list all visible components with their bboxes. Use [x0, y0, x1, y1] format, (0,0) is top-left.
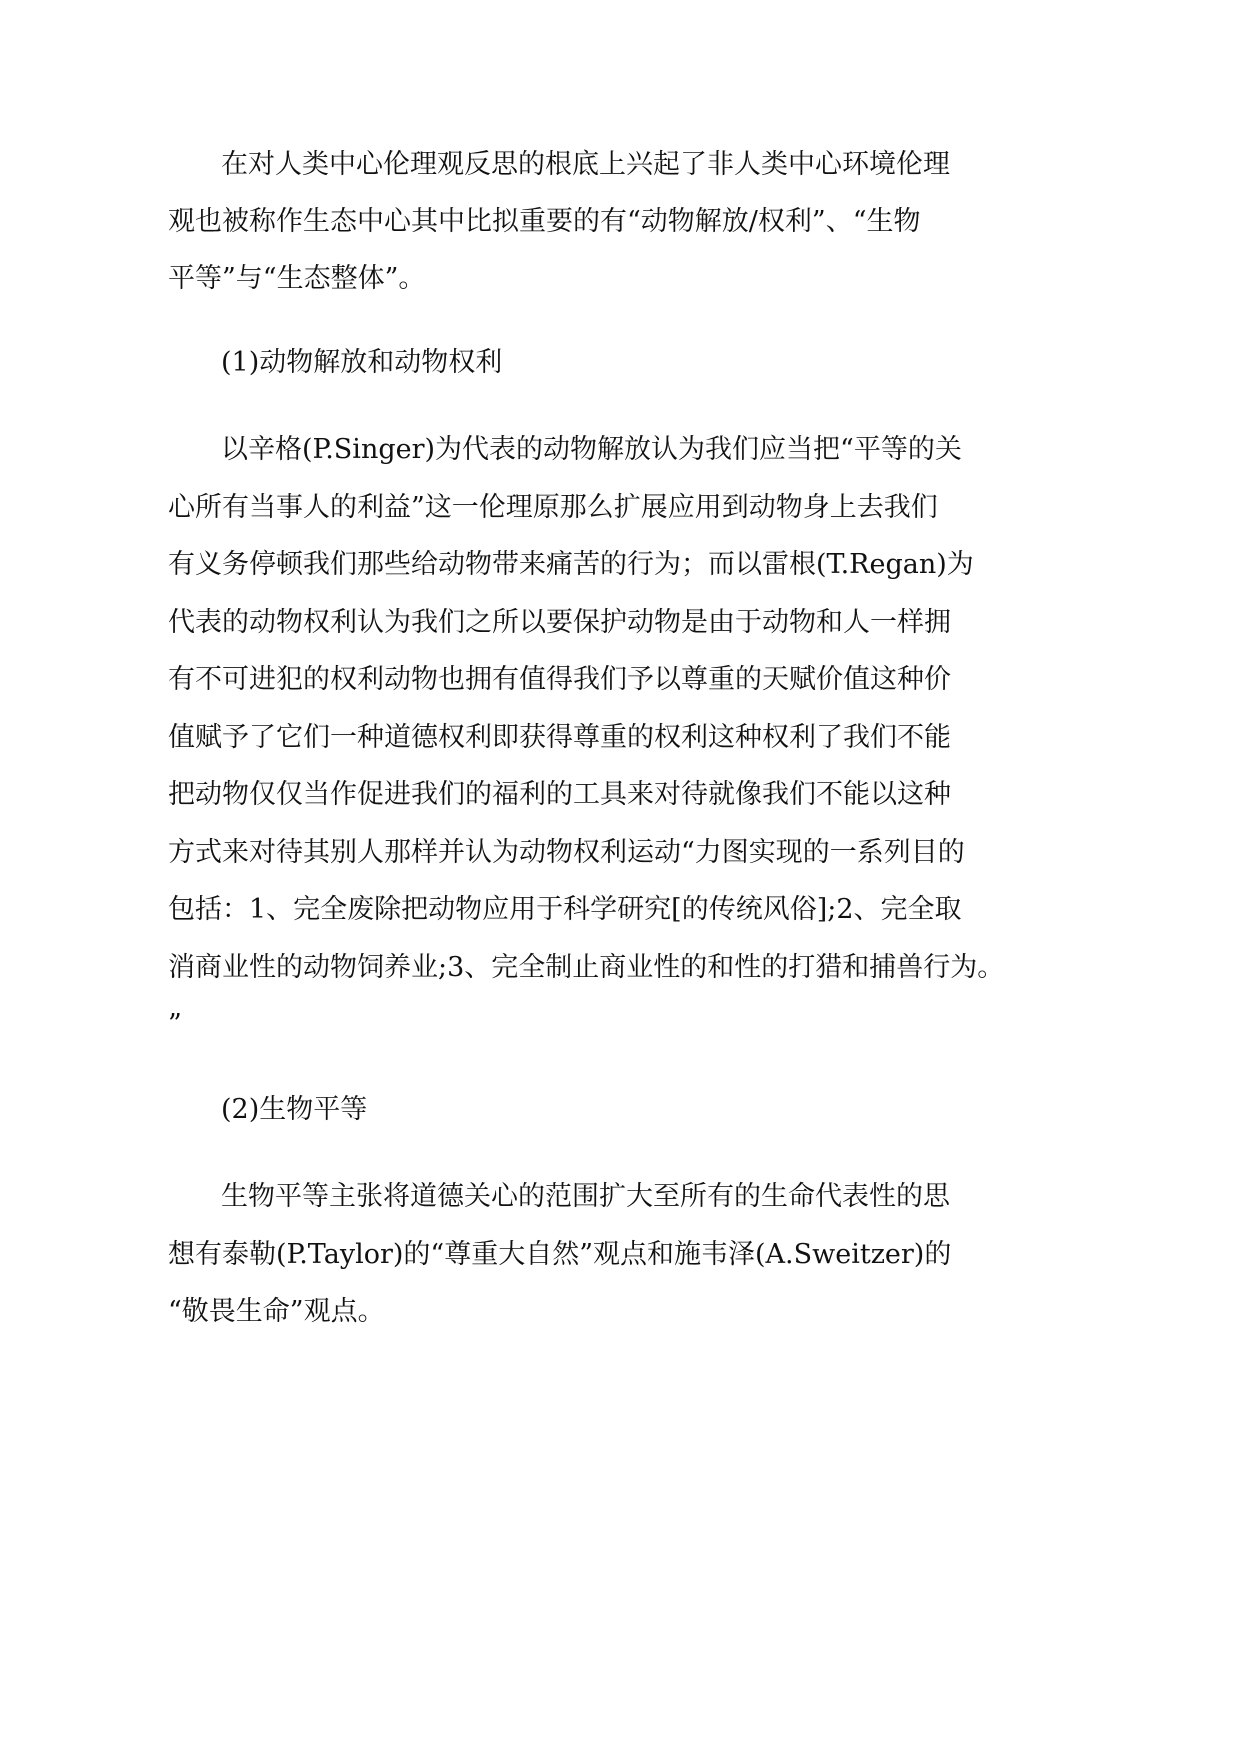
paragraph-2-line-8: 方式来对待其别人那样并认为动物权利运动“力图实现的一系列目的 — [168, 837, 965, 868]
paragraph-2-line-6: 值赋予了它们一种道德权利即获得尊重的权利这种权利了我们不能 — [168, 722, 951, 753]
paragraph-2-line-11: ” — [168, 1009, 182, 1040]
paragraph-2-line-9: 包括：1、完全废除把动物应用于科学研究[的传统风俗];2、完全取 — [168, 894, 962, 925]
paragraph-3-line-2: 想有泰勒(P.Taylor)的“尊重大自然”观点和施韦泽(A.Sweitzer)的 — [168, 1239, 952, 1270]
paragraph-2-line-2: 心所有当事人的利益”这一伦理原那么扩展应用到动物身上去我们 — [168, 492, 938, 523]
section-heading-1: (1)动物解放和动物权利 — [221, 347, 503, 378]
paragraph-2-line-10: 消商业性的动物饲养业;3、完全制止商业性的和性的打猎和捕兽行为。 — [168, 952, 1005, 983]
paragraph-2-line-1: 以辛格(P.Singer)为代表的动物解放认为我们应当把“平等的关 — [221, 434, 962, 465]
paragraph-3-line-1: 生物平等主张将道德关心的范围扩大至所有的生命代表性的思 — [221, 1181, 950, 1212]
paragraph-1-line-3: 平等”与“生态整体”。 — [168, 263, 426, 294]
paragraph-2-line-5: 有不可进犯的权利动物也拥有值得我们予以尊重的天赋价值这种价 — [168, 664, 951, 695]
paragraph-2-line-4: 代表的动物权利认为我们之所以要保护动物是由于动物和人一样拥 — [168, 607, 951, 638]
paragraph-2-line-3: 有义务停顿我们那些给动物带来痛苦的行为；而以雷根(T.Regan)为 — [168, 549, 974, 580]
paragraph-1-line-1: 在对人类中心伦理观反思的根底上兴起了非人类中心环境伦理 — [221, 149, 950, 180]
paragraph-2-line-7: 把动物仅仅当作促进我们的福利的工具来对待就像我们不能以这种 — [168, 779, 951, 810]
section-heading-2: (2)生物平等 — [221, 1094, 368, 1125]
paragraph-1-line-2: 观也被称作生态中心其中比拟重要的有“动物解放/权利”、“生物 — [168, 206, 921, 237]
paragraph-3-line-3: “敬畏生命”观点。 — [168, 1296, 385, 1327]
